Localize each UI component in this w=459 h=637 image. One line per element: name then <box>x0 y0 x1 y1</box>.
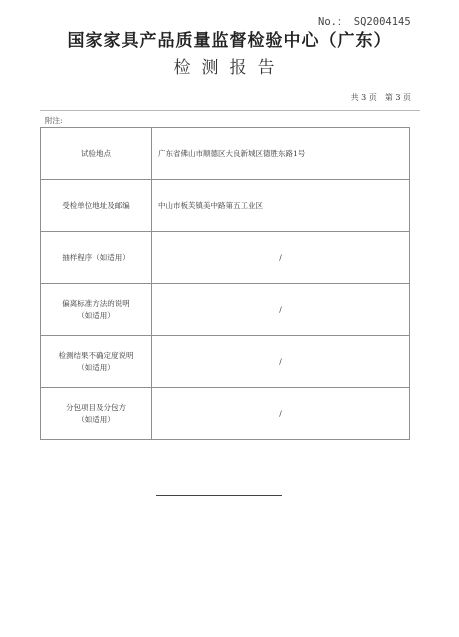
row-label <box>41 388 152 440</box>
attachment-label: 附注: <box>45 116 63 125</box>
header-divider <box>40 110 420 111</box>
table-row <box>41 284 410 336</box>
report-number: No.： SQ2004145 <box>318 16 411 28</box>
table-row <box>41 232 410 284</box>
table-row <box>41 388 410 440</box>
table-row <box>41 180 410 232</box>
row-label-note: （如适用） <box>77 310 115 320</box>
row-label-line: 抽样程序（如适用） <box>62 252 130 262</box>
table-row <box>41 336 410 388</box>
row-label-note: （如适用） <box>77 362 115 372</box>
row-value: / <box>152 232 410 284</box>
row-label <box>41 336 152 388</box>
row-label-line: 检测结果不确定度说明 <box>58 350 134 360</box>
info-table <box>40 127 410 440</box>
row-value: / <box>152 388 410 440</box>
row-label-line: 受检单位地址及邮编 <box>62 200 130 210</box>
row-label-note: （如适用） <box>77 414 115 424</box>
row-value: 中山市板芙镇美中路第五工业区 <box>152 180 410 232</box>
row-value: / <box>152 336 410 388</box>
row-label <box>41 128 152 180</box>
row-value: 广东省佛山市顺德区大良新城区德胜东路1号 <box>152 128 410 180</box>
row-label-line: 试验地点 <box>81 148 111 158</box>
row-label-line: 偏离标准方法的说明 <box>62 298 130 308</box>
document-title: 国家家具产品质量监督检验中心（广东） <box>67 31 392 51</box>
row-label <box>41 180 152 232</box>
row-label <box>41 232 152 284</box>
table-row <box>41 128 410 180</box>
document-subtitle: 检测报告 <box>173 58 286 78</box>
row-label-line: 分包项目及分包方 <box>66 402 126 412</box>
page-counter: 共 3 页 第 3 页 <box>350 93 411 102</box>
row-value: / <box>152 284 410 336</box>
end-of-report-line <box>156 495 282 496</box>
row-label <box>41 284 152 336</box>
